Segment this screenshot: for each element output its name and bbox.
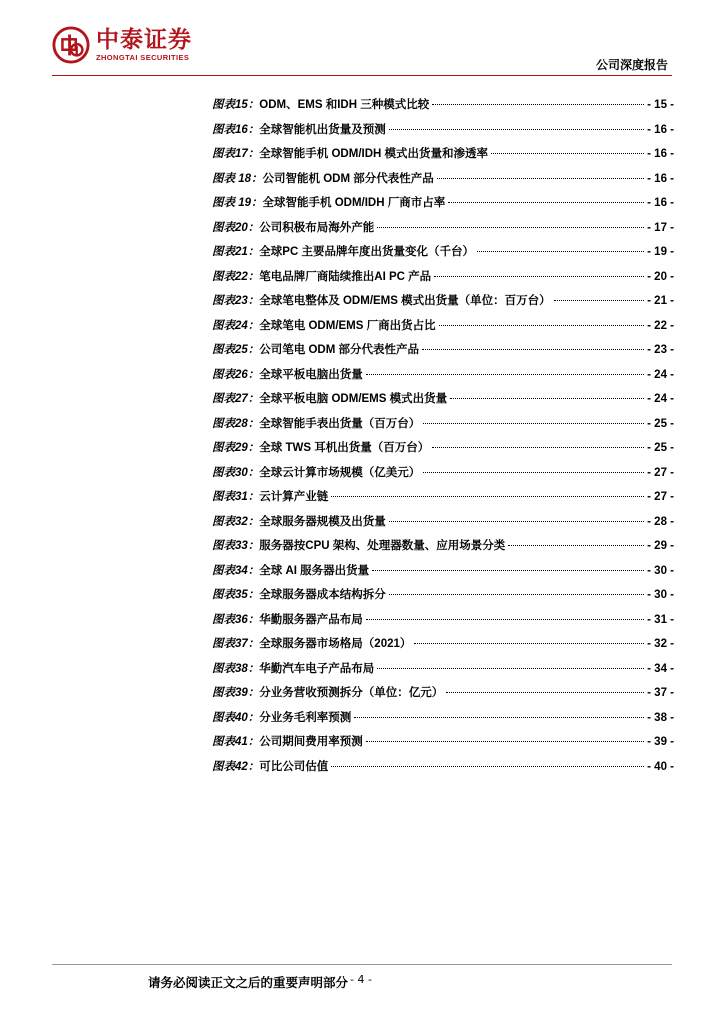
toc-page-number: - 16 -: [647, 172, 674, 185]
toc-page-number: - 39 -: [647, 736, 674, 748]
toc-page-number: - 25 -: [647, 442, 674, 454]
logo-english-name: ZHONGTAI SECURITIES: [96, 52, 190, 62]
toc-figure-title: 分业务营收预测拆分（单位：亿元）: [259, 687, 444, 699]
toc-entry[interactable]: [212, 635, 674, 660]
toc-figure-label: 图表41：: [212, 736, 260, 748]
toc-page-number: - 23 -: [647, 344, 674, 356]
toc-figure-title: 全球服务器成本结构拆分: [259, 589, 386, 601]
toc-figure-label: 图表32：: [212, 515, 260, 528]
toc-figure-label: 图表 19：: [212, 197, 263, 209]
toc-figure-title: 公司笔电 ODM 部分代表性产品: [259, 344, 420, 356]
toc-dot-leader: [389, 521, 644, 522]
toc-figure-title: 可比公司估值: [259, 760, 329, 773]
toc-entry[interactable]: [212, 390, 674, 415]
company-logo: [52, 26, 192, 64]
toc-entry[interactable]: [212, 660, 674, 685]
toc-page-number: - 30 -: [647, 589, 674, 601]
toc-page-number: - 16 -: [647, 123, 674, 136]
toc-dot-leader: [366, 619, 644, 620]
toc-figure-label: 图表33：: [212, 540, 260, 552]
toc-dot-leader: [354, 717, 644, 718]
toc-dot-leader: [366, 741, 644, 742]
toc-dot-leader: [508, 545, 644, 546]
toc-dot-leader: [414, 643, 644, 644]
toc-figure-label: 图表35：: [212, 589, 260, 601]
toc-figure-label: 图表28：: [212, 417, 260, 430]
toc-entry[interactable]: [212, 586, 674, 611]
toc-dot-leader: [437, 178, 644, 179]
toc-figure-label: 图表36：: [212, 613, 260, 626]
toc-figure-title: 服务器按CPU 架构、处理器数量、应用场景分类: [259, 540, 506, 552]
toc-page-number: - 29 -: [647, 540, 674, 552]
toc-entry[interactable]: [212, 219, 674, 244]
toc-figure-title: 笔电品牌厂商陆续推出AI PC 产品: [259, 270, 432, 283]
toc-page-number: - 19 -: [647, 246, 674, 258]
toc-page-number: - 32 -: [647, 638, 674, 650]
toc-figure-label: 图表24：: [212, 319, 260, 332]
toc-dot-leader: [432, 104, 644, 105]
toc-figure-label: 图表31：: [212, 491, 260, 503]
toc-page-number: - 28 -: [647, 515, 674, 528]
toc-page-number: - 21 -: [647, 295, 674, 307]
toc-figure-title: 全球智能手机 ODM/IDH 厂商市占率: [262, 197, 446, 209]
toc-page-number: - 27 -: [647, 466, 674, 479]
toc-figure-title: 全球服务器规模及出货量: [259, 515, 386, 528]
toc-dot-leader: [432, 447, 644, 448]
toc-figure-title: 全球服务器市场格局（2021）: [259, 638, 412, 650]
toc-dot-leader: [448, 202, 644, 203]
toc-figure-label: 图表 18：: [212, 172, 263, 185]
toc-page-number: - 20 -: [647, 270, 674, 283]
toc-entry[interactable]: [212, 317, 674, 342]
toc-figure-title: 全球笔电 ODM/EMS 厂商出货占比: [259, 319, 436, 332]
toc-figure-title: 全球平板电脑 ODM/EMS 模式出货量: [259, 393, 448, 405]
toc-entry[interactable]: [212, 758, 674, 783]
toc-figure-title: 全球云计算市场规模（亿美元）: [259, 466, 421, 479]
toc-entry[interactable]: [212, 415, 674, 440]
toc-dot-leader: [446, 692, 644, 693]
toc-dot-leader: [389, 129, 644, 130]
toc-figure-title: 华勤服务器产品布局: [259, 613, 363, 626]
toc-entry[interactable]: [212, 562, 674, 587]
toc-entry[interactable]: [212, 513, 674, 538]
header-divider: [52, 75, 672, 76]
toc-figure-label: 图表30：: [212, 466, 260, 479]
toc-page-number: - 22 -: [647, 319, 674, 332]
toc-entry[interactable]: [212, 341, 674, 366]
toc-dot-leader: [377, 227, 644, 228]
toc-entry[interactable]: [212, 439, 674, 464]
toc-figure-label: 图表26：: [212, 368, 260, 381]
toc-entry[interactable]: [212, 733, 674, 758]
toc-entry[interactable]: [212, 366, 674, 391]
toc-dot-leader: [331, 496, 644, 497]
toc-dot-leader: [491, 153, 644, 154]
toc-dot-leader: [423, 472, 644, 473]
figure-list: [212, 96, 674, 782]
toc-dot-leader: [477, 251, 644, 252]
toc-page-number: - 30 -: [647, 564, 674, 577]
footer-divider: [52, 964, 672, 965]
toc-entry[interactable]: [212, 243, 674, 268]
toc-figure-title: 全球智能机出货量及预测: [259, 123, 386, 136]
toc-entry[interactable]: [212, 170, 674, 195]
toc-figure-title: 全球笔电整体及 ODM/EMS 模式出货量（单位：百万台）: [259, 295, 551, 307]
toc-entry[interactable]: [212, 121, 674, 146]
toc-figure-title: 全球智能手机 ODM/IDH 模式出货量和渗透率: [259, 148, 489, 160]
toc-figure-label: 图表25：: [212, 344, 260, 356]
toc-figure-label: 图表42：: [212, 760, 260, 773]
toc-dot-leader: [554, 300, 645, 301]
toc-figure-title: 公司积极布局海外产能: [259, 221, 375, 234]
page-header: [0, 0, 724, 80]
toc-figure-label: 图表29：: [212, 442, 260, 454]
toc-dot-leader: [389, 594, 644, 595]
toc-dot-leader: [422, 349, 644, 350]
toc-figure-label: 图表37：: [212, 638, 260, 650]
toc-entry[interactable]: [212, 464, 674, 489]
toc-figure-label: 图表21：: [212, 246, 260, 258]
toc-page-number: - 38 -: [647, 711, 674, 724]
toc-entry[interactable]: [212, 709, 674, 734]
toc-figure-title: 全球智能手表出货量（百万台）: [259, 417, 421, 430]
toc-page-number: - 34 -: [647, 662, 674, 675]
page-footer: [148, 973, 372, 991]
toc-entry[interactable]: [212, 488, 674, 513]
toc-entry[interactable]: [212, 145, 674, 170]
toc-dot-leader: [366, 374, 644, 375]
toc-dot-leader: [423, 423, 644, 424]
page-number: - 4 -: [350, 973, 372, 986]
toc-entry[interactable]: [212, 537, 674, 562]
toc-page-number: - 25 -: [647, 417, 674, 430]
toc-figure-title: 全球平板电脑出货量: [259, 368, 363, 381]
toc-figure-label: 图表40：: [212, 711, 260, 724]
toc-entry[interactable]: [212, 292, 674, 317]
toc-figure-title: 云计算产业链: [259, 491, 329, 503]
toc-page-number: - 24 -: [647, 368, 674, 381]
toc-figure-label: 图表23：: [212, 295, 260, 307]
toc-entry[interactable]: [212, 684, 674, 709]
toc-figure-label: 图表15：: [212, 99, 260, 111]
toc-entry[interactable]: [212, 96, 674, 121]
toc-figure-title: 华勤汽车电子产品布局: [259, 662, 375, 675]
toc-figure-title: ODM、EMS 和IDH 三种模式比较: [259, 99, 430, 111]
toc-figure-title: 公司期间费用率预测: [259, 736, 363, 748]
toc-entry[interactable]: [212, 268, 674, 293]
toc-page-number: - 40 -: [647, 760, 674, 773]
toc-dot-leader: [372, 570, 644, 571]
toc-dot-leader: [450, 398, 644, 399]
toc-figure-label: 图表22：: [212, 270, 260, 283]
toc-entry[interactable]: [212, 194, 674, 219]
toc-page-number: - 24 -: [647, 393, 674, 405]
report-type-label: 公司深度报告: [595, 58, 668, 72]
toc-page-number: - 31 -: [647, 613, 674, 626]
toc-figure-label: 图表17：: [212, 148, 260, 160]
toc-figure-title: 全球 TWS 耳机出货量（百万台）: [259, 442, 430, 454]
logo-chinese-name: 中泰证券: [96, 26, 192, 53]
disclaimer-notice: 请务必阅读正文之后的重要声明部分: [148, 975, 349, 990]
toc-figure-label: 图表20：: [212, 221, 260, 234]
toc-figure-title: 全球 AI 服务器出货量: [259, 564, 370, 577]
toc-figure-title: 公司智能机 ODM 部分代表性产品: [262, 172, 434, 185]
toc-page-number: - 16 -: [647, 197, 674, 209]
toc-page-number: - 37 -: [647, 687, 674, 699]
toc-figure-label: 图表27：: [212, 393, 260, 405]
zhongtai-logo-icon: [52, 26, 90, 64]
toc-dot-leader: [331, 766, 644, 767]
toc-page-number: - 27 -: [647, 491, 674, 503]
toc-figure-title: 分业务毛利率预测: [259, 711, 352, 724]
toc-dot-leader: [439, 325, 645, 326]
toc-page-number: - 17 -: [647, 221, 674, 234]
toc-figure-label: 图表16：: [212, 123, 260, 136]
toc-figure-label: 图表38：: [212, 662, 260, 675]
toc-figure-label: 图表34：: [212, 564, 260, 577]
toc-entry[interactable]: [212, 611, 674, 636]
toc-figure-title: 全球PC 主要品牌年度出货量变化（千台）: [259, 246, 474, 258]
toc-page-number: - 16 -: [647, 148, 674, 160]
toc-dot-leader: [434, 276, 644, 277]
toc-figure-label: 图表39：: [212, 687, 260, 699]
toc-dot-leader: [377, 668, 644, 669]
toc-page-number: - 15 -: [647, 99, 674, 111]
